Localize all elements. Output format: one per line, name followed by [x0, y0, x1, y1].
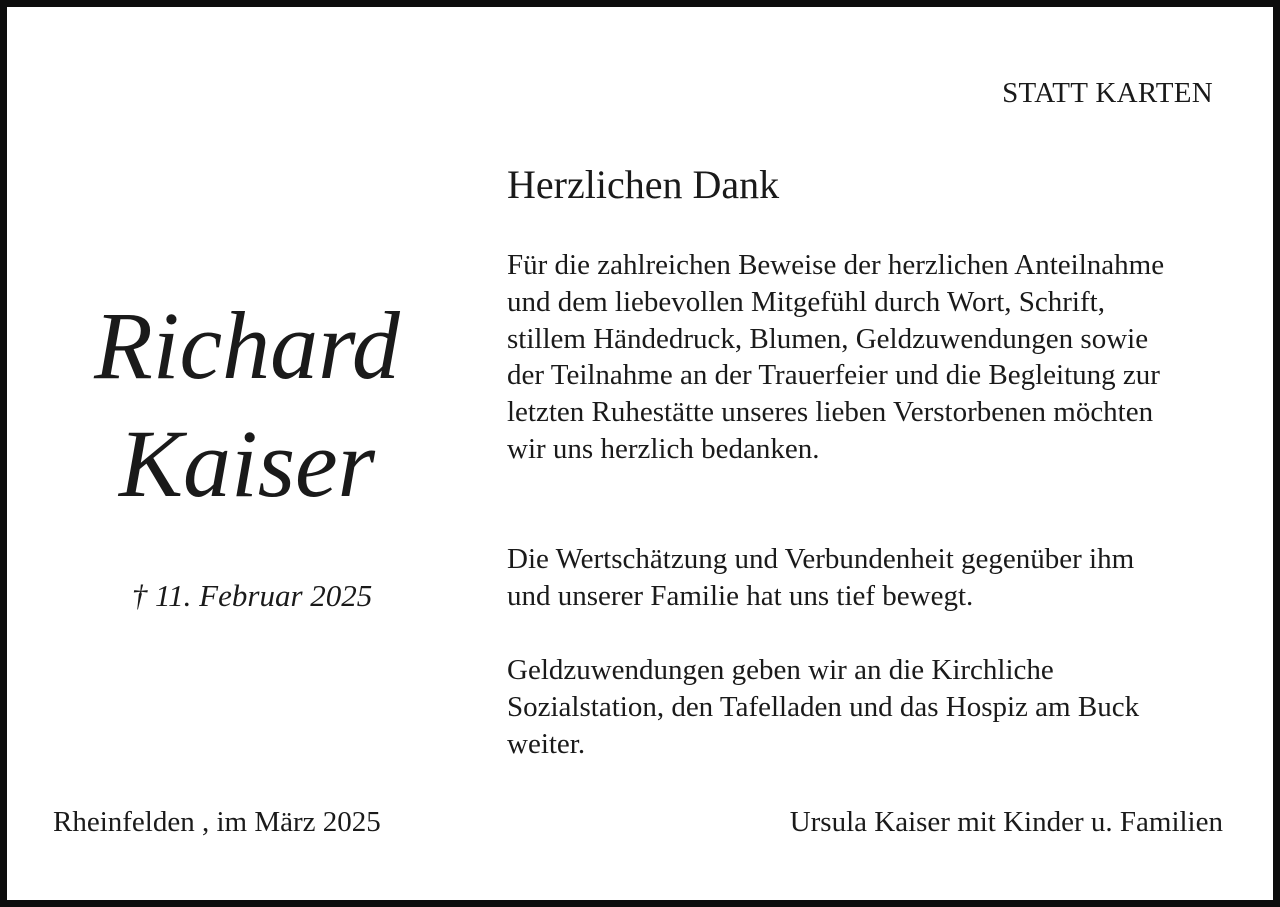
paragraph-line: Geldzuwendungen geben wir an die Kirchliche	[507, 654, 1054, 686]
death-date: † 11. Februar 2025	[131, 578, 373, 613]
paragraph-line: Für die zahlreichen Beweise der herzlichen Anteilnahme	[507, 249, 1165, 281]
paragraph-line: und dem liebevollen Mitgefühl durch Wort, Schrift,	[507, 285, 1105, 318]
paragraph-line: letzten Ruhestätte unseres lieben Verstorbenen möchten	[507, 396, 1154, 429]
thanks-paragraph	[507, 247, 1247, 468]
appreciation-paragraph	[507, 541, 1247, 615]
signature: Ursula Kaiser mit Kinder u. Familien	[789, 806, 1223, 838]
paragraph-line: weiter.	[507, 727, 586, 760]
deceased-name	[47, 287, 447, 523]
notice-title: Herzlichen Dank	[507, 162, 780, 207]
place-date: Rheinfelden , im März 2025	[53, 806, 381, 838]
header-note: STATT KARTEN	[1002, 77, 1213, 109]
paragraph-line: der Teilnahme an der Trauerfeier und die Begleitung zur	[507, 359, 1160, 392]
paragraph-line: stillem Händedruck, Blumen, Geldzuwendungen sowie	[507, 322, 1149, 355]
paragraph-line: und unserer Familie hat uns tief bewegt.	[507, 579, 974, 612]
name-first: Richard	[94, 292, 400, 399]
paragraph-line: wir uns herzlich bedanken.	[507, 432, 820, 465]
donation-paragraph	[507, 652, 1247, 762]
paragraph-line: Die Wertschätzung und Verbundenheit gegenüber ihm	[507, 543, 1135, 575]
paragraph-line: Sozialstation, den Tafelladen und das Hospiz am Buck	[507, 690, 1140, 723]
name-last: Kaiser	[118, 410, 376, 517]
